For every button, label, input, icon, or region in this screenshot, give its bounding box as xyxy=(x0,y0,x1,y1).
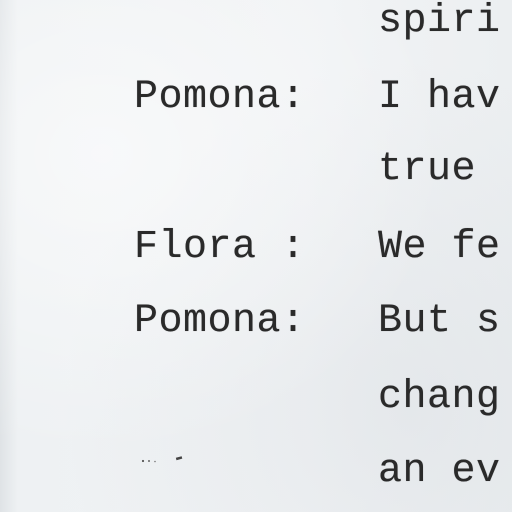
dialogue-text-line-2: I hav xyxy=(378,75,501,120)
dialogue-text-line-7: an ev xyxy=(378,449,501,494)
dialogue-text-line-6: chang xyxy=(378,375,501,420)
dialogue-text-line-3: true xyxy=(378,147,477,192)
speaker-label-line-2: Pomona: xyxy=(134,75,306,120)
speaker-label-line-4: Flora : xyxy=(134,225,306,270)
dialogue-text-line-1: spiri xyxy=(378,0,501,44)
dialogue-text-line-4: We fe xyxy=(378,225,501,270)
ink-specks xyxy=(140,452,190,466)
dialogue-text-line-5: But s xyxy=(378,299,501,344)
speaker-label-line-5: Pomona: xyxy=(134,299,306,344)
